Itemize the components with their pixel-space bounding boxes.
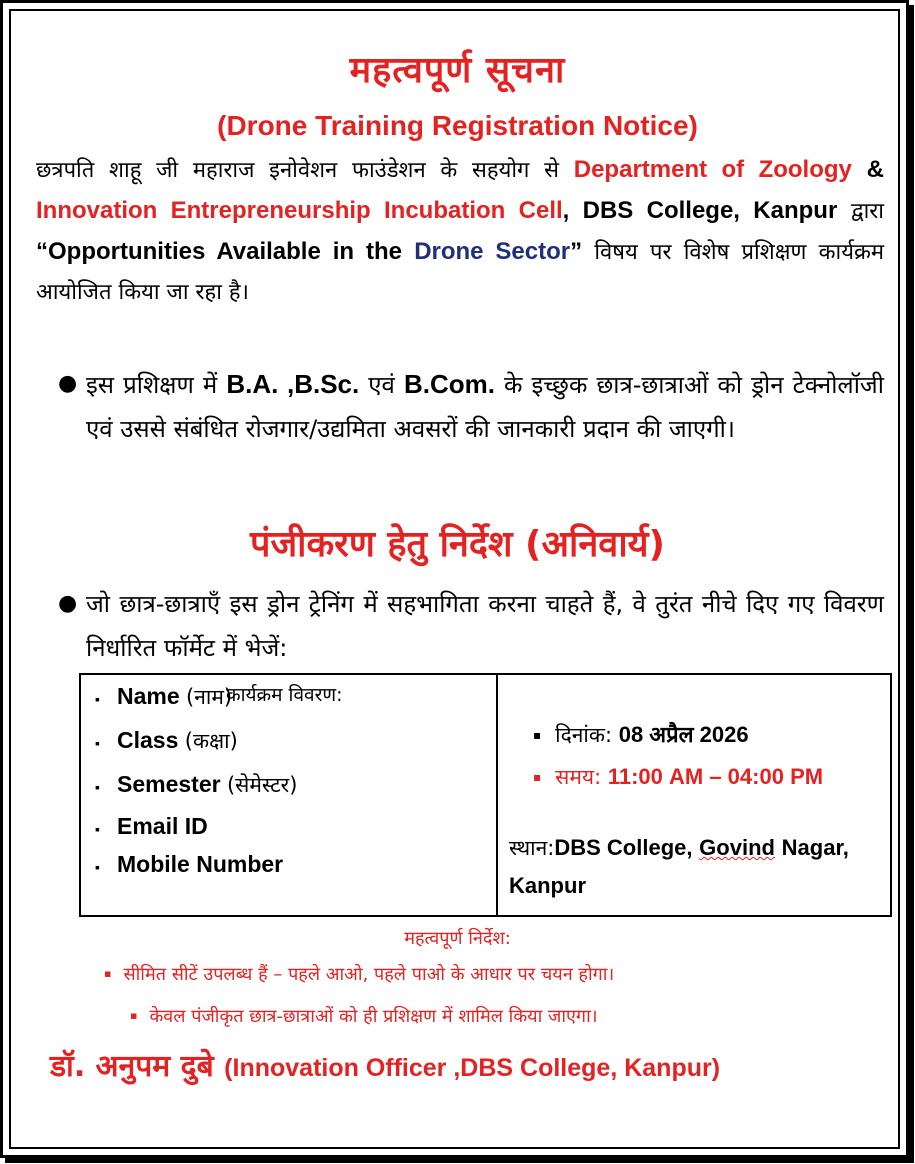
list-dot: ▪ [533,728,542,742]
bullet1-courses-a: B.A. ,B.Sc. [226,369,360,399]
notice-title-english: (Drone Training Registration Notice) [217,110,698,141]
signature-designation: (Innovation Officer ,DBS College, Kanpur) [224,1054,721,1082]
venue-value-b: Govind [699,835,775,860]
bullet1-c: एवं [368,371,395,399]
date-value: 08 अप्रैल 2026 [618,722,749,747]
notice-title-hindi: महत्वपूर्ण सूचना [349,50,566,91]
intro-part1: छत्रपति शाहू जी महाराज इनोवेशन फाउंडेशन के सहयोग से [36,158,560,183]
intro-topic-c: ” [570,238,583,265]
venue-value-c: Nagar, Kanpur [509,835,849,898]
important-heading: महत्वपूर्ण निर्देश: [404,928,511,949]
field-label-hindi: (कक्षा) [184,729,238,753]
info-table [79,673,892,917]
list-dot: ▪ [95,821,100,837]
list-dot: ▪ [104,967,112,980]
important-text: केवल पंजीकृत छात्र-छात्राओं को ही प्रशिक्षण में शामिल किया जाएगा। [149,1006,598,1027]
field-name [95,683,233,711]
field-class [95,727,238,755]
intro-topic-a: “Opportunities Available in the [36,238,402,265]
field-semester [95,771,298,799]
intro-college: , DBS College, Kanpur [562,197,838,224]
date-label: दिनांक: [555,723,613,747]
list-dot: ▪ [95,691,100,707]
registration-heading: पंजीकरण हेतु निर्देश (अनिवार्य) [250,524,665,565]
bullet-dot: ● [58,371,78,396]
field-label: Mobile Number [117,851,284,877]
field-email [95,813,208,840]
important-text: सीमित सीटें उपलब्ध हैं – पहले आओ, पहले पाओ के आधार पर चयन होगा। [123,964,615,985]
program-heading: कार्यक्रम विवरण: [226,684,343,706]
intro-dwara: द्वारा [850,199,884,224]
bullet-dot: ● [58,591,78,616]
important-item-1 [104,962,614,986]
bullet-eligibility [58,362,884,451]
list-dot: ▪ [130,1009,138,1022]
signature-name: डॉ. अनुपम दुबे [50,1049,214,1084]
time-label: समय: [555,765,602,789]
time-value: 11:00 AM – 04:00 PM [607,764,824,789]
important-item-2 [130,1004,598,1028]
bullet1-e: के इच्छुक छात्र-छात्राओं को ड्रोन टेक्नोलॉजी एवं उससे संबंधित रोजगार/उद्यमिता अवसरों की जानकारी प्रदान की जाएगी। [86,371,884,443]
program-date [533,719,749,749]
list-dot: ▪ [95,735,100,751]
list-dot: ▪ [533,770,542,784]
bullet1-courses-b: B.Com. [403,369,495,399]
signature-block [50,1044,720,1085]
venue-label: स्थान: [509,836,555,860]
field-label: Class [117,727,179,753]
field-label-hindi: (नाम) [186,685,233,709]
bullet-registration-text: जो छात्र-छात्राएँ इस ड्रोन ट्रेनिंग में सहभागिता करना चाहते हैं, वे तुरंत नीचे दिए गए विवरण निर्धारित फॉर्मेट में भेजें: [86,590,884,662]
intro-ampersand: & [866,156,884,183]
venue-value-a: DBS College, [554,835,693,860]
intro-paragraph [36,150,884,313]
bullet-registration [58,582,884,670]
field-label: Email ID [117,813,208,839]
intro-department: Department of Zoology [573,156,852,183]
field-mobile [95,851,284,878]
intro-part2: विषय पर विशेष प्रशिक्षण कार्यक्रम आयोजित किया जा रहा है। [36,240,885,305]
list-dot: ▪ [95,779,100,795]
field-label: Name [117,683,180,709]
program-venue [509,829,879,905]
table-divider [496,675,498,915]
intro-cell: Innovation Entrepreneurship Incubation Cell [36,197,563,224]
bullet1-a: इस प्रशिक्षण में [86,371,218,399]
field-label: Semester [117,771,221,797]
list-dot: ▪ [95,859,100,875]
bullet-eligibility-text [62,362,884,451]
program-time [533,759,883,798]
intro-topic-b: Drone Sector [414,238,571,265]
field-label-hindi: (सेमेस्टर) [226,773,298,797]
